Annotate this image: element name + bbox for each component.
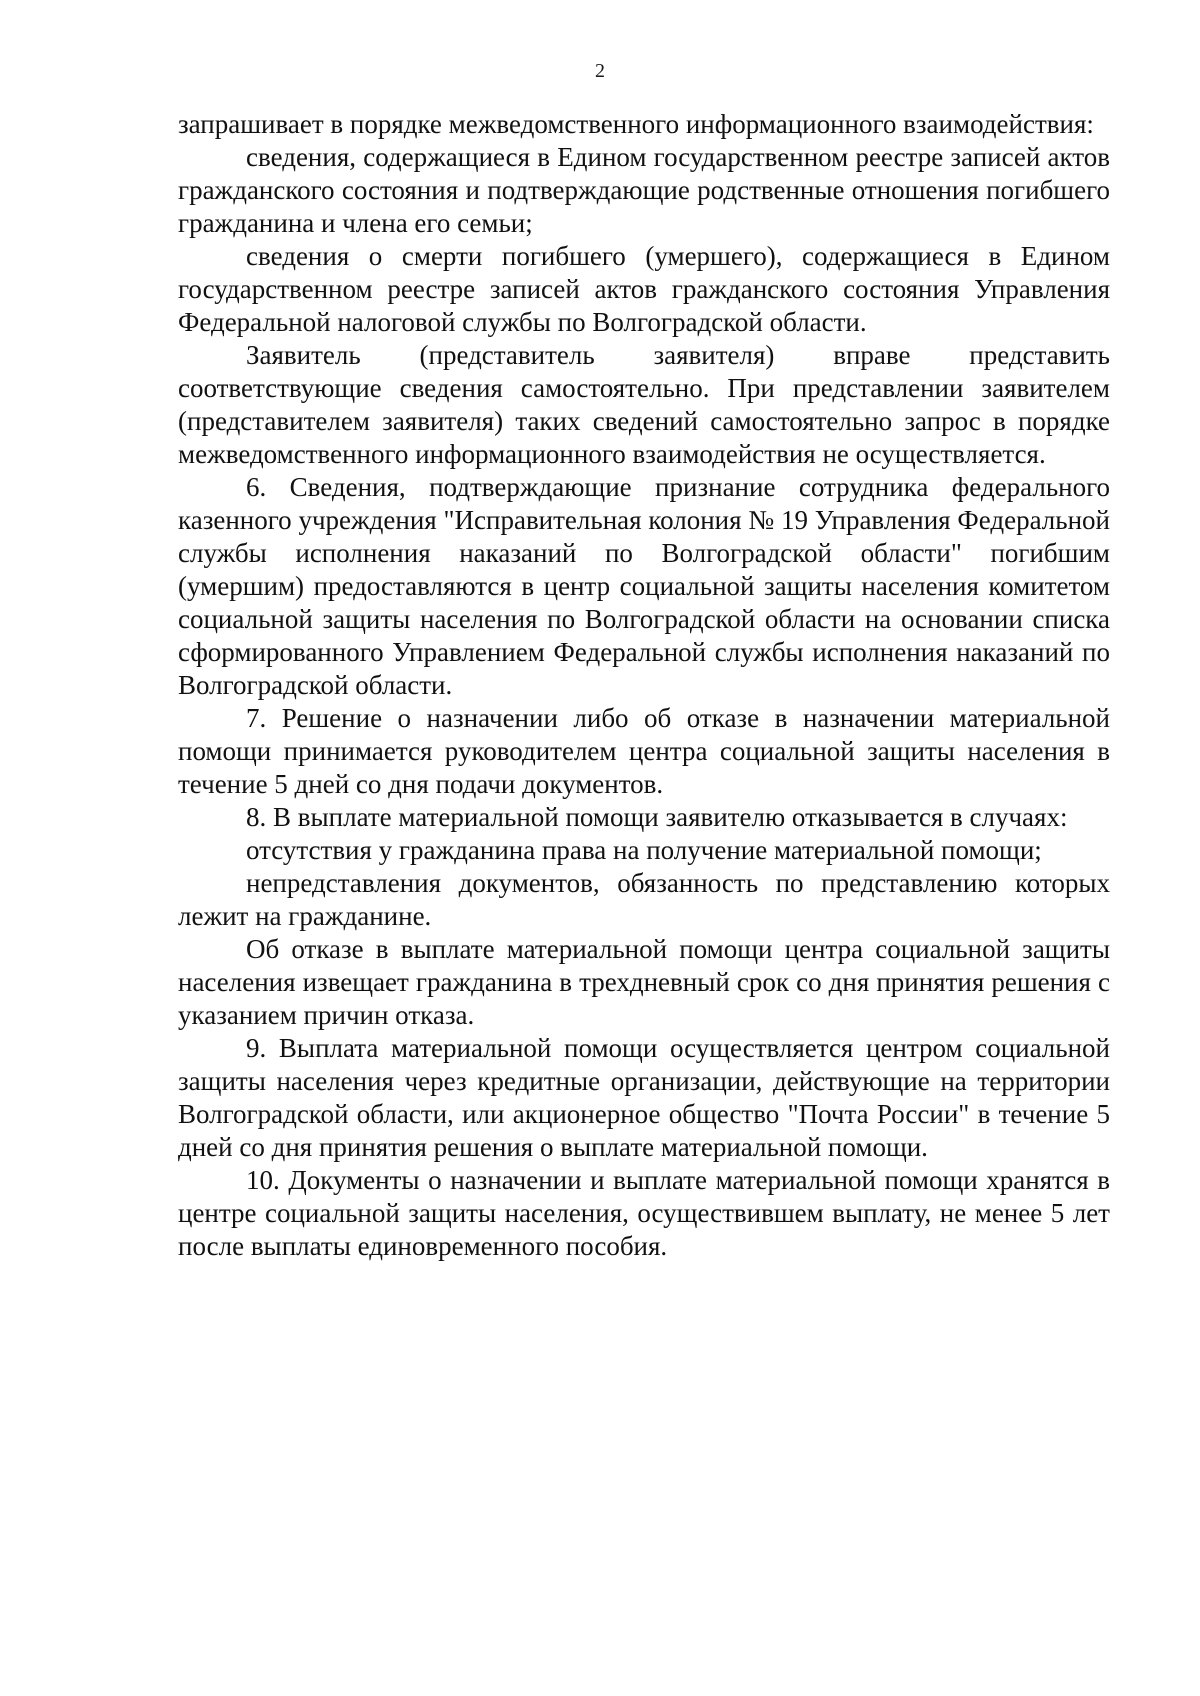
paragraph-item-9: 9. Выплата материальной помощи осуществляется центром социальной защиты населения через кредитные организации, действующие на территории Волгоградской области, или акционерное общество "Почта России" в течение 5 дней со дня принятия решения о выплате материальной помощи. [178,1033,1110,1162]
paragraph-item-8: 8. В выплате материальной помощи заявителю отказывается в случаях: [246,802,1068,832]
paragraph-item-7: 7. Решение о назначении либо об отказе в назначении материальной помощи принимается руководителем центра социальной защиты населения в течение 5 дней со дня подачи документов. [178,703,1110,799]
page-number: 2 [595,60,605,82]
paragraph-death-info: сведения о смерти погибшего (умершего), содержащиеся в Едином государственном реестре записей актов гражданского состояния Управления Федеральной налоговой службы по Волгоградской области. [178,241,1110,337]
paragraph-item-10: 10. Документы о назначении и выплате материальной помощи хранятся в центре социальной защиты населения, осуществившем выплату, не менее 5 лет после выплаты единовременного пособия. [178,1165,1110,1261]
paragraph-item-6: 6. Сведения, подтверждающие признание сотрудника федерального казенного учреждения "Исправительная колония № 19 Управления Федеральной службы исполнения наказаний по Волгоградской области" погибшим (умершим) предоставляются в центр социальной защиты населения комитетом социальной защиты населения по Волгоградской области на основании списка сформированного Управлением Федеральной службы исполнения наказаний по Волгоградской области. [178,472,1110,700]
paragraph-civil-registry-info: сведения, содержащиеся в Едином государственном реестре записей актов гражданского состояния и подтверждающие родственные отношения погибшего гражданина и члена его семьи; [178,142,1110,238]
document-body [178,108,1110,1263]
paragraph-applicant-right: Заявитель (представитель заявителя) вправе представить соответствующие сведения самостоятельно. При представлении заявителем (представителем заявителя) таких сведений самостоятельно запрос в порядке межведомственного информационного взаимодействия не осуществляется. [178,340,1110,469]
paragraph-refusal-reason-2: непредставления документов, обязанность по представлению которых лежит на гражданине. [178,868,1110,931]
paragraph-refusal-reason-1: отсутствия у гражданина права на получение материальной помощи; [246,835,1042,865]
paragraph-continuation: запрашивает в порядке межведомственного информационного взаимодействия: [178,109,1094,139]
paragraph-refusal-notice: Об отказе в выплате материальной помощи центра социальной защиты населения извещает гражданина в трехдневный срок со дня принятия решения с указанием причин отказа. [178,934,1110,1030]
